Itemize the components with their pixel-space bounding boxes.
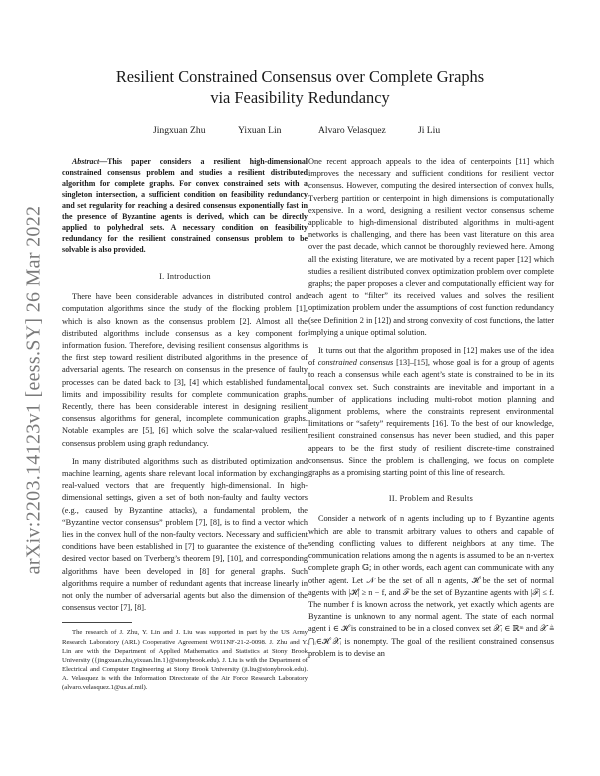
right-column	[308, 156, 554, 660]
left-column	[62, 156, 308, 692]
right-p2-text-b: [13]–[15], whose goal is for a group of agents to reach a consensus while each agent’s state is constrained to be in its local convex set. Such constraints are inevitable and important in a number of applications including multi-robot motion planning and alignment problems, where the constraints represent environmental limitations or “safety” requirements [16]. To the best of our knowledge, resilient constrained consensus has never been studied, and this paper appears to be the first study of resilient discrete-time constrained consensus. Since the problem is challenging, we focus on complete graphs as a promising starting point of this line of research.	[308, 358, 554, 478]
intro-paragraph-2: In many distributed algorithms such as distributed optimization and machine learning, agents share relevant local information by exchanging real-valued vectors that are frequently high-dimensional. In high-dimensional settings, given a set of both non-faulty and faulty vectors (e.g., caused by Byzantine attacks), a fundamental problem, the “Byzantine vector consensus” problem [7], [8], is to find a vector which lies in the convex hull of the non-faulty vectors. Necessary and sufficient conditions have been established in [7] to guarantee the existence of the desired vector based on Tverberg’s theorem [9], [10], and corresponding algorithms have been developed in [8] for general graphs. Such algorithms require a number of redundant agents that increase linearly in not only the number of adversarial agents but also the dimension of the consensus vector [7], [8].	[62, 456, 308, 613]
author-name: Jingxuan Zhu	[153, 125, 206, 136]
right-p2-emphasis: constrained consensus	[317, 358, 394, 368]
section-heading-problem-results: II. Problem and Results	[388, 494, 474, 504]
paper-title	[60, 66, 540, 108]
abstract-text: —This paper considers a resilient high-dimensional constrained consensus problem and studies a resilient distributed algorithm for complete graphs. For convex constrained sets with a singleton intersection, a sufficient condition on feasibility redundancy and set regularity for reaching a desired consensus exponentially fast in the presence of Byzantine agents is derived, which can be directly applied to polyhedral sets. A necessary condition on feasibility redundancy for the resilient constrained consensus problem to be solvable is also provided.	[62, 157, 308, 254]
arxiv-identifier-stamp	[24, 170, 44, 610]
right-paragraph-1: One recent approach appeals to the idea of centerpoints [11] which improves the necessary and sufficient conditions for resilient vector consensus. However, computing the desired intersection of convex hulls, Tverberg partition or centerpoint in high dimensions is computationally expensive. In a word, designing a resilient vector consensus scheme applicable to high-dimensional distributed algorithms in multi-agent networks is challenging, and there has been vast literature on this area over the past decade, which cannot be thoroughly reviewed here. Among all the existing literature, we are motivated by a recent paper [12] which studies a resilient distributed convex optimization problem over complete graphs; the paper proposes a clever and computationally efficient way for each agent to “filter” its received values and solves the resilient optimization problem under the assumptions of cost function redundancy (see Definition 2 in [12]) and strong convexity of cost functions, the latter implying a unique optimal solution.	[308, 157, 554, 337]
intro-paragraph-1: There have been considerable advances in distributed control and computation algorithms since the study of the flocking problem [1], which is also known as the consensus problem [2]. Almost all the distributed algorithms include consensus as a key component for information fusion. Therefore, devising resilient consensus algorithms is the first step toward resilient distributed algorithms in the presence of adversarial agents. The research on consensus in the presence of faulty processes can be dated back to [3], [4] which established fundamental limits and impossibility results for complete communication graphs. Recently, there has been considerable interest in designing resilient consensus algorithms for general, incomplete communication graphs. Notable examples are [5], [6] which solve the scalar-valued resilient consensus problem using graph redundancy.	[62, 292, 308, 448]
title-line-2: via Feasibility Redundancy	[210, 88, 390, 107]
author-name: Yixuan Lin	[238, 125, 282, 136]
footnote-divider	[62, 622, 132, 623]
right-paragraph-2	[308, 345, 554, 479]
problem-paragraph-1: Consider a network of n agents including up to f Byzantine agents which are able to transmit arbitrary values to others and capable of sending conflicting values to different neighbors at any time. The communication relations among the n agents is assumed to be an n-vertex complete graph 𝔾; in other words, each agent can communicate with any other agent. Let 𝒩 be the set of all n agents, ℋ be the set of normal agents with |ℋ| ≥ n − f, and ℱ be the set of Byzantine agents with |ℱ| ≤ f. The number f is known across the network, yet exactly which agents are Byzantine is unknown to any normal agent. The state of each normal agent i ∈ ℋ is constrained to be in a closed convex set 𝒳ᵢ ∈ ℝᵐ and 𝒳 ≜ ⋂ᵢ∈ℋ 𝒳ᵢ is nonempty. The goal of the resilient constrained consensus problem is to devise an	[308, 514, 554, 658]
abstract	[62, 156, 308, 255]
title-line-1: Resilient Constrained Consensus over Complete Graphs	[115, 67, 485, 86]
abstract-label: Abstract	[72, 157, 100, 166]
arxiv-stamp-text: arXiv:2203.14123v1 [eess.SY] 26 Mar 2022	[22, 205, 45, 575]
right-p2-text-a: It turns out that the algorithm proposed in [12] makes use of the idea of	[308, 346, 554, 368]
section-heading-introduction: I. Introduction	[159, 272, 211, 281]
author-name: Ji Liu	[418, 125, 441, 136]
author-name: Alvaro Velasquez	[318, 125, 386, 136]
funding-footnote: The research of J. Zhu, Y. Lin and J. Liu was supported in part by the US Army Research Laboratory (ARL) Cooperative Agreement W911NF-21-2-0098. J. Zhu and Y. Lin are with the Department of Applied Mathematics and Statistics at Stony Brook University ({jingxuan.zhu,yixuan.lin.1}@stonybrook.edu). J. Liu is with the Department of Electrical and Computer Engineering at Stony Brook University (ji.liu@stonybrook.edu). A. Velasquez is with the Information Directorate of the Air Force Research Laboratory (alvaro.velasquez.1@us.af.mil).	[62, 629, 308, 692]
